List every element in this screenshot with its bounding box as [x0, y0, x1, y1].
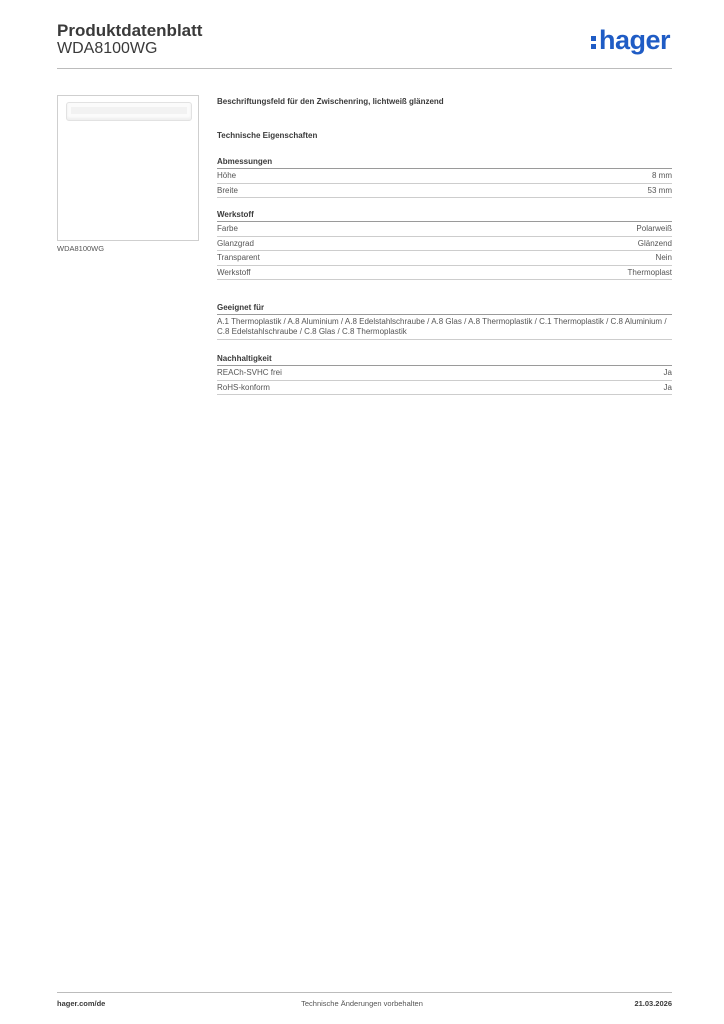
section-title: Geeignet für [217, 302, 672, 315]
document-title: Produktdatenblatt [57, 21, 203, 40]
property-value: Thermoplast [627, 267, 672, 277]
label-plate-image [66, 102, 192, 121]
property-label: Glanzgrad [217, 238, 254, 248]
property-row [217, 381, 672, 396]
compatibility-text: A.1 Thermoplastik / A.8 Aluminium / A.8 Edelstahlschraube / A.8 Glas / A.8 Thermoplastik / C.1 Thermoplastik / C.8 Aluminium / C.8 Edelstahlschraube / C.8 Glas / C.8 Thermoplastik [217, 315, 672, 340]
property-value: 8 mm [652, 171, 672, 180]
property-label: Werkstoff [217, 267, 251, 277]
product-description: Beschriftungsfeld für den Zwischenring, lichtweiß glänzend [217, 97, 444, 106]
property-value: Ja [663, 382, 672, 392]
footer-divider [57, 992, 672, 993]
technical-properties-heading: Technische Eigenschaften [217, 131, 318, 140]
footer-website-link[interactable]: hager.com/de [57, 999, 106, 1008]
property-row [217, 222, 672, 237]
property-value: Polarweiß [636, 224, 672, 233]
property-row [217, 184, 672, 199]
property-label: Breite [217, 185, 238, 195]
property-label: Höhe [217, 171, 237, 180]
section-nachhaltigkeit [217, 353, 672, 395]
footer-date: 21.03.2026 [634, 999, 672, 1008]
section-title: Nachhaltigkeit [217, 353, 672, 366]
section-title: Abmessungen [217, 156, 672, 169]
product-image-caption: WDA8100WG [57, 244, 105, 253]
product-details [217, 97, 672, 406]
property-value: Nein [655, 253, 672, 262]
property-row [217, 266, 672, 281]
logo-colon-icon [591, 31, 598, 51]
section-abmessungen [217, 156, 672, 198]
section-geeignet [217, 302, 672, 340]
property-label: RoHS-konform [217, 382, 270, 392]
section-title: Werkstoff [217, 209, 672, 222]
footer-disclaimer: Technische Änderungen vorbehalten [301, 999, 423, 1008]
header-divider [57, 68, 672, 69]
property-label: Transparent [217, 253, 260, 262]
property-label: REACh-SVHC frei [217, 368, 282, 377]
product-code: WDA8100WG [57, 40, 158, 57]
property-value: Glänzend [637, 238, 672, 248]
property-value: 53 mm [647, 185, 672, 195]
property-row [217, 169, 672, 184]
hager-logo [591, 25, 670, 55]
property-row [217, 237, 672, 252]
property-row [217, 366, 672, 381]
section-werkstoff [217, 209, 672, 280]
product-image [57, 95, 199, 241]
logo-text: hager [599, 25, 671, 55]
property-row [217, 251, 672, 266]
property-label: Farbe [217, 224, 238, 233]
property-value: Ja [663, 368, 672, 377]
